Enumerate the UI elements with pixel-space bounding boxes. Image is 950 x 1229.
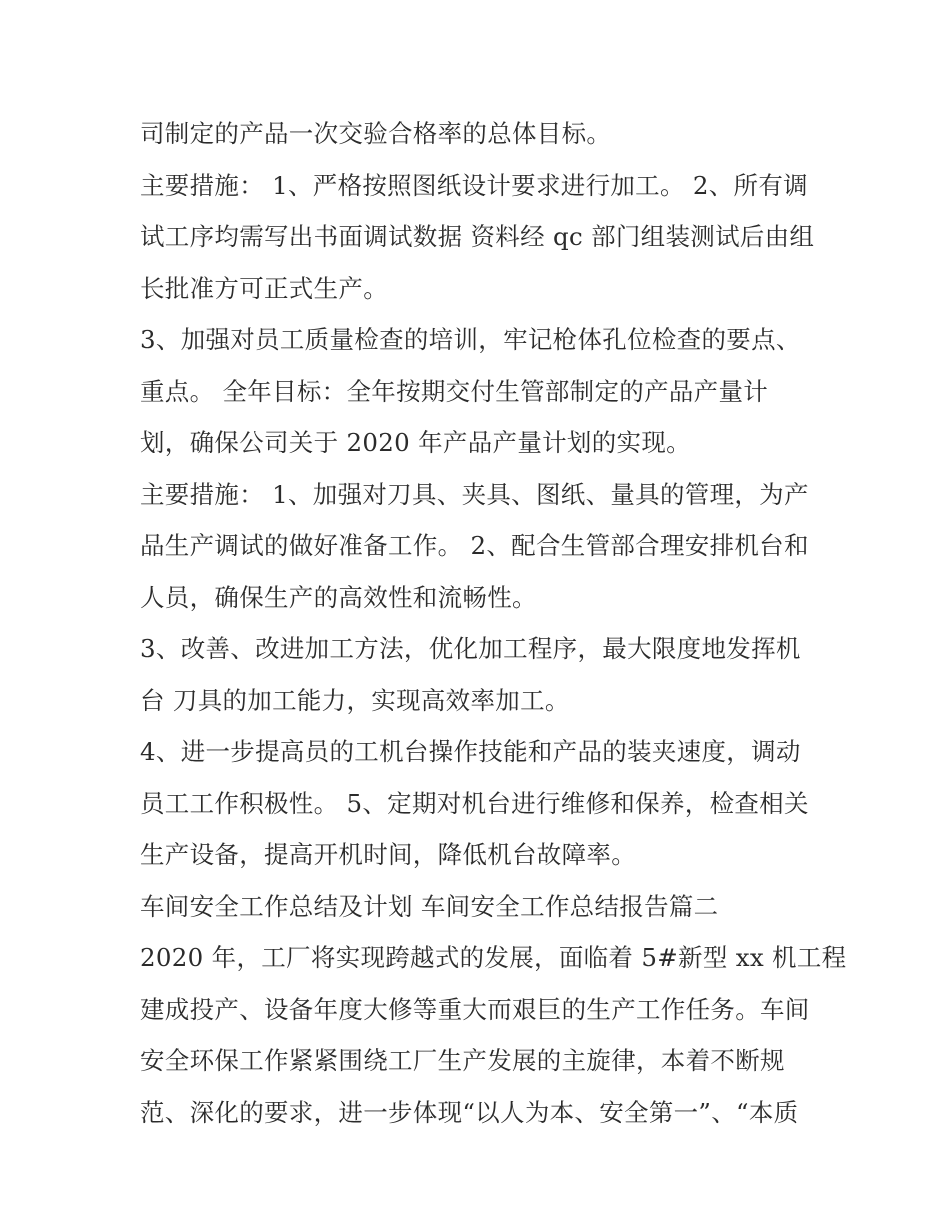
text-line: 主要措施： 1、加强对刀具、夹具、图纸、量具的管理，为产 — [140, 479, 809, 509]
text-line: 安全环保工作紧紧围绕工厂生产发展的主旋律，本着不断规 — [140, 1046, 785, 1075]
text-line: 主要措施： 1、严格按照图纸设计要求进行加工。 2、所有调 — [140, 170, 808, 200]
text-line: 范、深化的要求，进一步体现“以人为本、安全第一”、“本质 — [140, 1097, 799, 1127]
text-line: 长批准方可正式生产。 — [140, 273, 388, 303]
text-line: 划，确保公司关于 2020 年产品产量计划的实现。 — [140, 428, 691, 457]
text-line: 2020 年，工厂将实现跨越式的发展，面临着 5#新型 xx 机工程 — [140, 943, 847, 972]
text-line: 3、改善、改进加工方法，优化加工程序，最大限度地发挥机 — [140, 634, 801, 663]
document-body — [140, 108, 847, 1138]
text-line: 员工工作积极性。 5、定期对机台进行维修和保养，检查相关 — [140, 788, 809, 818]
text-line: 人员，确保生产的高效性和流畅性。 — [140, 582, 537, 612]
text-line: 3、加强对员工质量检查的培训，牢记枪体孔位检查的要点、 — [140, 325, 801, 354]
text-line: 生产设备，提高开机时间，降低机台故障率。 — [140, 840, 636, 869]
text-line: 重点。 全年目标：全年按期交付生管部制定的产品产量计 — [140, 376, 769, 406]
text-line: 品生产调试的做好准备工作。 2、配合生管部合理安排机台和 — [140, 531, 809, 560]
text-line: 司制定的产品一次交验合格率的总体目标。 — [140, 119, 612, 148]
text-line: 试工序均需写出书面调试数据 资料经 qc 部门组装测试后由组 — [140, 222, 815, 251]
section-heading: 车间安全工作总结及计划 车间安全工作总结报告篇二 — [140, 891, 719, 921]
text-line: 建成投产、设备年度大修等重大而艰巨的生产工作任务。车间 — [140, 994, 810, 1024]
text-line: 4、进一步提高员的工机台操作技能和产品的装夹速度，调动 — [140, 737, 801, 766]
text-line: 台 刀具的加工能力，实现高效率加工。 — [140, 685, 570, 715]
